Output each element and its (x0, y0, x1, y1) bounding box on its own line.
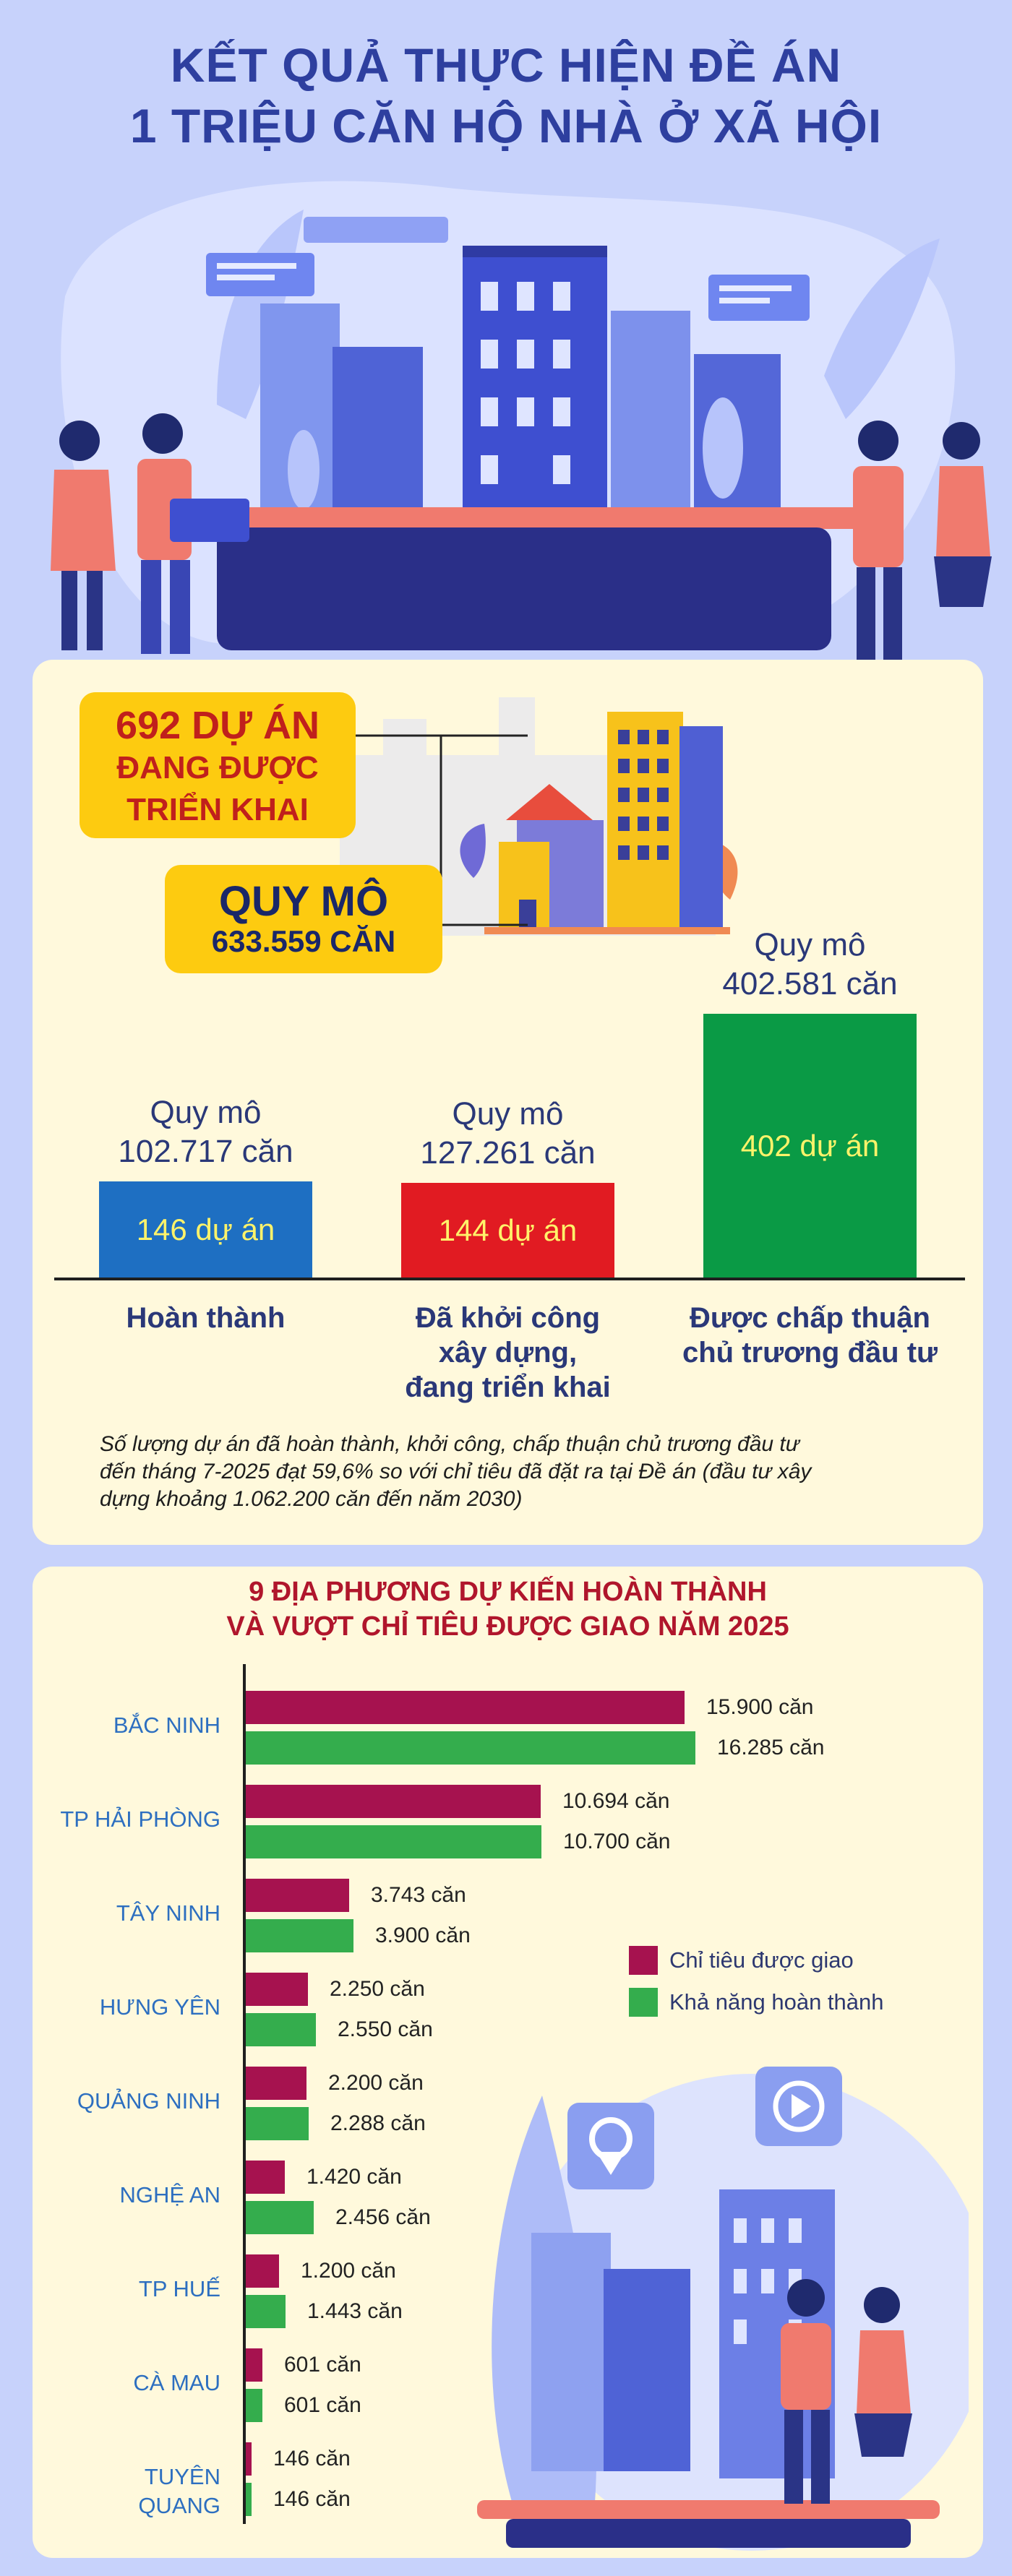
bar-capacity (246, 1731, 695, 1765)
bar-capacity (246, 2295, 286, 2328)
value-label: 2.200 căn (328, 2071, 424, 2095)
bar-assigned (246, 2348, 262, 2382)
value-label: 2.550 căn (338, 2017, 433, 2041)
bar-capacity (246, 2389, 262, 2422)
stage (477, 2500, 940, 2519)
tree-icon-left (288, 430, 320, 509)
stage-top (181, 507, 867, 529)
legend-item (629, 1984, 884, 2020)
building-left (333, 347, 423, 513)
province-label: CÀ MAU (133, 2370, 220, 2395)
value-label: 16.285 căn (717, 1736, 825, 1759)
building-blue-tall (679, 726, 723, 929)
bar-assigned (246, 2161, 285, 2194)
provinces-title-2: VÀ VƯỢT CHỈ TIÊU ĐƯỢC GIAO NĂM 2025 (226, 1611, 789, 1642)
bar-assigned (246, 1973, 308, 2006)
bar-value-label: 402 dự án (740, 1128, 880, 1163)
value-label: 15.900 căn (706, 1695, 814, 1719)
location-pin-card (567, 2103, 654, 2189)
value-label: 2.288 căn (330, 2111, 426, 2135)
bar-capacity (246, 2107, 309, 2140)
province-label: TÂY NINH (116, 1900, 220, 1926)
tree-icon (703, 397, 743, 499)
scale-label: Quy mô (754, 927, 866, 962)
legend-swatch-assigned (629, 1946, 658, 1975)
category-label: chủ trương đầu tư (682, 1337, 938, 1369)
bar-value-label: 146 dự án (136, 1212, 275, 1246)
bar-value-label: 144 dự án (438, 1212, 578, 1247)
province-label: TP HUẾ (138, 2276, 220, 2301)
value-label: 1.420 căn (306, 2165, 402, 2189)
scale-value-label: 402.581 căn (722, 966, 898, 1001)
header-illustration (0, 166, 1012, 665)
projects-status-1: ĐANG ĐƯỢC (116, 750, 319, 785)
provinces-title-1: 9 ĐỊA PHƯƠNG DỰ KIẾN HOÀN THÀNH (249, 1577, 767, 1607)
province-label: BẮC NINH (113, 1713, 220, 1738)
province-label: HƯNG YÊN (99, 1994, 220, 2020)
bar-assigned (246, 1691, 685, 1724)
bar-assigned (246, 1785, 541, 1818)
value-label: 2.456 căn (335, 2205, 431, 2229)
province-label: TP HẢI PHÒNG (60, 1806, 220, 1832)
note-line: đến tháng 7-2025 đạt 59,6% so với chỉ tiêu đã đặt ra tại Đề án (đầu tư xây (100, 1460, 812, 1483)
category-label: đang triển khai (405, 1371, 611, 1403)
province-label: QUẢNG NINH (77, 2088, 220, 2114)
value-label: 1.200 căn (301, 2259, 396, 2283)
bar-assigned (246, 1879, 349, 1912)
category-label: Được chấp thuận (690, 1302, 930, 1334)
projects-count: 692 DỰ ÁN (116, 704, 320, 747)
bar-capacity (246, 1919, 353, 1952)
title-line-2: 1 TRIỆU CĂN HỘ NHÀ Ở XÃ HỘI (129, 99, 883, 152)
bar-capacity (246, 2201, 314, 2234)
province-label: NGHỆ AN (119, 2182, 220, 2207)
projects-status-2: TRIỂN KHAI (126, 792, 309, 827)
laptop-icon (170, 499, 249, 542)
scale-value: 633.559 CĂN (211, 924, 396, 958)
value-label: 146 căn (273, 2447, 351, 2471)
scale-value-label: 102.717 căn (118, 1134, 293, 1169)
value-label: 3.900 căn (375, 1924, 471, 1947)
category-label: Hoàn thành (126, 1302, 286, 1334)
city-illustration (463, 2023, 969, 2558)
value-label: 601 căn (284, 2353, 361, 2377)
projects-pill (80, 692, 356, 838)
bar-capacity (246, 2483, 252, 2516)
bar-assigned (246, 2067, 306, 2100)
category-label: Đã khởi công (415, 1302, 601, 1334)
value-label: 1.443 căn (307, 2299, 403, 2323)
bar-assigned (246, 2254, 279, 2288)
note-line: Số lượng dự án đã hoàn thành, khởi công, chấp thuận chủ trương đầu tư (100, 1432, 799, 1456)
value-label: 10.700 căn (563, 1830, 671, 1853)
building-back (531, 2233, 611, 2471)
legend-swatch-capacity (629, 1988, 658, 2017)
value-label: 10.694 căn (562, 1789, 670, 1813)
scale-value-label: 127.261 căn (420, 1135, 596, 1171)
building-right (611, 311, 690, 513)
value-label: 2.250 căn (330, 1977, 425, 2001)
stage-base (506, 2519, 911, 2548)
legend-item (629, 1942, 884, 1978)
legend-label-assigned: Chỉ tiêu được giao (669, 1947, 854, 1973)
building-mid (604, 2269, 690, 2471)
value-label: 3.743 căn (371, 1883, 466, 1907)
bar-assigned (246, 2442, 252, 2476)
note-line: dựng khoảng 1.062.200 căn đến năm 2030) (100, 1487, 523, 1511)
legend (629, 1942, 884, 2020)
category-label: xây dựng, (438, 1337, 578, 1369)
stage-base (217, 527, 831, 650)
scale-label: Quy mô (452, 1096, 564, 1132)
value-label: 146 căn (273, 2487, 351, 2511)
province-label: TUYÊN QUANG (138, 2464, 220, 2518)
chart-baseline (54, 1278, 965, 1280)
bar-capacity (246, 2013, 316, 2046)
scale-title: QUY MÔ (218, 878, 389, 925)
info-card-top (304, 217, 448, 243)
scale-label: Quy mô (150, 1095, 262, 1130)
legend-label-capacity: Khả năng hoàn thành (669, 1989, 884, 2015)
chart-note (100, 1431, 967, 1513)
person-right-woman (934, 422, 992, 607)
bar-capacity (246, 1825, 541, 1858)
scale-pill (165, 865, 442, 973)
title-line-1: KẾT QUẢ THỰC HIỆN ĐỀ ÁN (170, 38, 842, 92)
value-label: 601 căn (284, 2393, 361, 2417)
